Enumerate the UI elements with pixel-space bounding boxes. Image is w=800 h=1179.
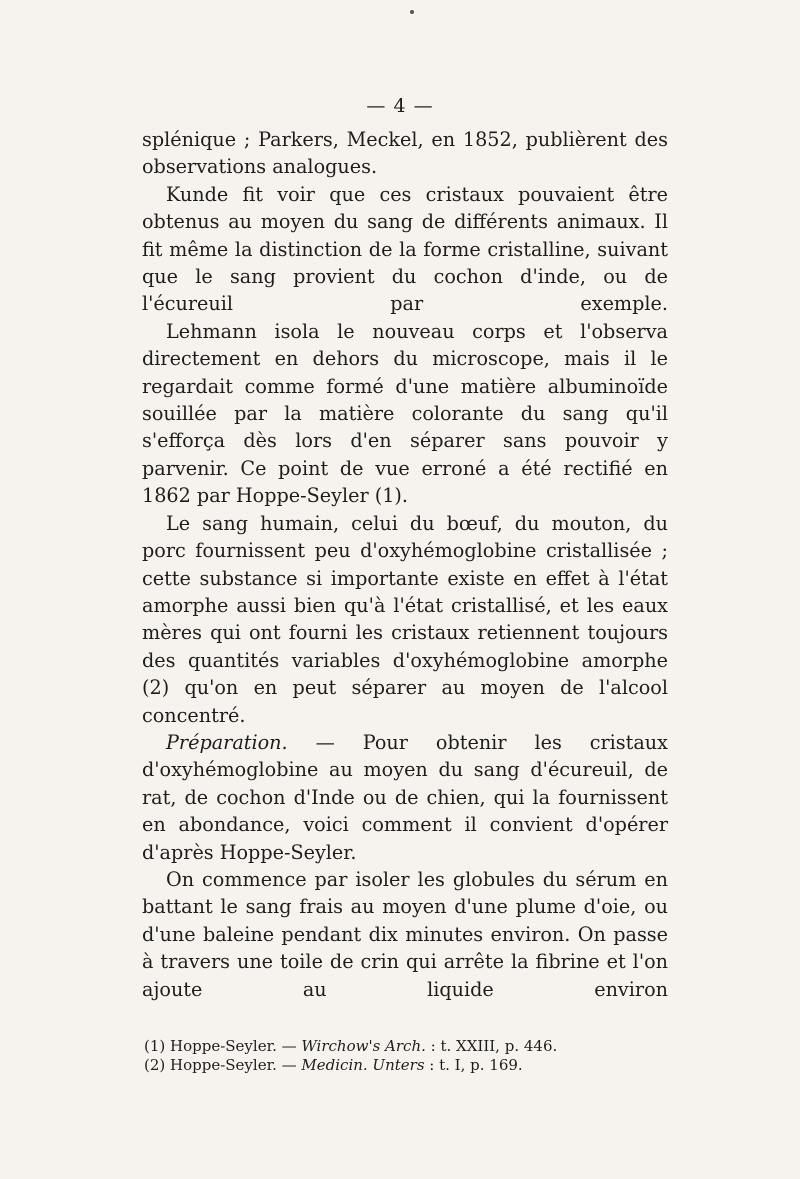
paragraph-2: Kunde fit voir que ces cristaux pouvaient être obtenus au moyen du sang de différents animaux. Il fit même la distinction de la forme cristalline, suivant que le sang provient du cochon d'inde, ou de l'écureuil par exemple. <box>142 182 668 316</box>
footnote-2 <box>144 1056 664 1075</box>
paragraph-5-text: — Pour obtenir les cristaux d'oxyhémoglobine au moyen du sang d'écureuil, de rat, de cochon d'Inde ou de chien, qui la fournissent en abondance, voici comment il convient d'opérer d'après Hoppe-Seyler. <box>142 730 668 864</box>
footnote-2-journal: Medicin. Unters <box>301 1056 425 1074</box>
main-text <box>142 126 668 1003</box>
ink-dot <box>410 10 414 14</box>
paragraph-3: Lehmann isola le nouveau corps et l'observa directement en dehors du microscope, mais il le regardait comme formé d'une matière albuminoïde souillée par la matière colorante du sang qu'il s'efforça dès lors d'en séparer sans pouvoir y parvenir. Ce point de vue erroné a été rectifié en 1862 par Hoppe-Seyler (1). <box>142 319 668 508</box>
page-number: — 4 — <box>366 95 434 117</box>
footnote-2-author: (2) Hoppe-Seyler. — <box>144 1056 302 1074</box>
footnote-1-author: (1) Hoppe-Seyler. — <box>144 1037 302 1055</box>
footnote-1-journal: Wirchow's Arch. <box>301 1037 426 1055</box>
footnote-2-ref: : t. I, p. 169. <box>424 1056 523 1074</box>
paragraph-4: Le sang humain, celui du bœuf, du mouton, du porc fournissent peu d'oxyhémoglobine cristallisée ; cette substance si importante existe en effet à l'état amorphe aussi bien qu'à l'état cristallisé, et les eaux mères qui ont fourni les cristaux retiennent toujours des quantités variables d'oxyhémoglobine amorphe (2) qu'on en peut séparer au moyen de l'alcool concentré. <box>142 511 668 727</box>
paragraph-1: splénique ; Parkers, Meckel, en 1852, publièrent des observations analogues. <box>142 128 668 179</box>
section-title: Préparation. <box>166 730 288 754</box>
footnote-1-ref: : t. XXIII, p. 446. <box>425 1037 558 1055</box>
footnote-1 <box>144 1037 664 1056</box>
footnotes <box>144 1037 664 1075</box>
paragraph-5 <box>142 729 668 866</box>
paragraph-6: On commence par isoler les globules du sérum en battant le sang frais au moyen d'une plume d'oie, ou d'une baleine pendant dix minutes environ. On passe à travers une toile de crin qui arrête la fibrine et l'on ajoute au liquide environ <box>142 867 668 1001</box>
